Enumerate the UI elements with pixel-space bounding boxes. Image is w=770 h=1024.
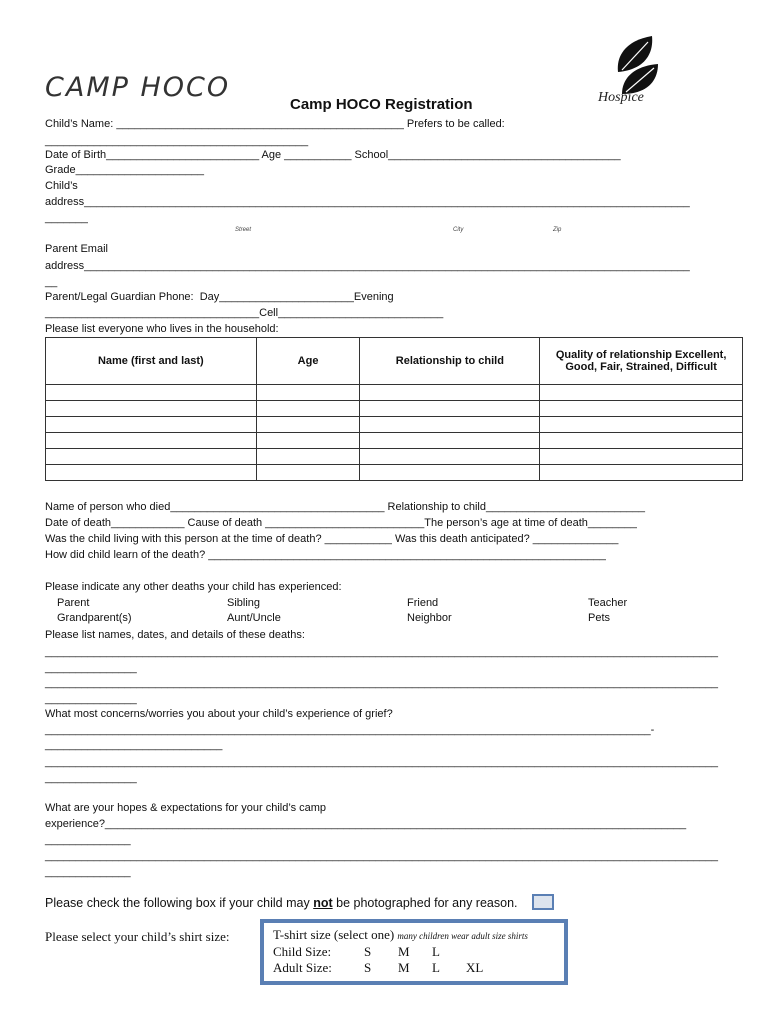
child-size-m[interactable]: M bbox=[398, 944, 410, 959]
guardian-phone-line[interactable]: Parent/Legal Guardian Phone: Day______________________Evening bbox=[45, 291, 394, 303]
how-learned-line[interactable]: How did child learn of the death? _________________________________________________________________ bbox=[45, 549, 606, 561]
table-row bbox=[46, 449, 743, 465]
concerns-answer-line[interactable]: _______________ bbox=[45, 772, 137, 784]
option-sibling[interactable]: Sibling bbox=[227, 597, 261, 609]
household-prompt: Please list everyone who lives in the household: bbox=[45, 323, 279, 335]
parent-email-line-cont[interactable]: __ bbox=[45, 276, 58, 288]
table-row bbox=[46, 385, 743, 401]
childs-address-line-cont[interactable]: _______ bbox=[45, 212, 88, 224]
household-table bbox=[45, 337, 743, 481]
childs-name-line-cont[interactable]: ___________________________________________ bbox=[45, 135, 309, 147]
concerns-answer-line[interactable]: ______________________________________________________________________________________________________________ bbox=[45, 756, 718, 768]
shirt-box-title: T-shirt size (select one) many children wear adult size shirts bbox=[273, 927, 528, 942]
adult-size-m[interactable]: M bbox=[398, 960, 410, 975]
adult-size-l[interactable]: L bbox=[432, 960, 440, 975]
parent-email-label: Parent Email bbox=[45, 243, 108, 255]
table-row bbox=[46, 465, 743, 481]
option-parent[interactable]: Parent bbox=[57, 597, 90, 609]
hopes-prompt: What are your hopes & expectations for your child’s camp bbox=[45, 802, 327, 814]
deaths-answer-line[interactable]: ______________________________________________________________________________________________________________ bbox=[45, 677, 718, 689]
col-quality: Quality of relationship Excellent, Good, Fair, Strained, Difficult bbox=[540, 338, 743, 385]
option-neighbor[interactable]: Neighbor bbox=[407, 612, 452, 624]
table-row bbox=[46, 401, 743, 417]
child-size-s[interactable]: S bbox=[364, 944, 372, 959]
table-row bbox=[46, 417, 743, 433]
adult-size-xl[interactable]: XL bbox=[466, 960, 484, 975]
living-anticipated-line[interactable]: Was the child living with this person at the time of death? ___________ Was this death anticipated? ______________ bbox=[45, 533, 619, 545]
guardian-cell-line[interactable]: ___________________________________Cell___________________________ bbox=[45, 307, 444, 319]
list-deaths-prompt: Please list names, dates, and details of these deaths: bbox=[45, 629, 305, 641]
childs-name-line[interactable]: Child’s Name: _______________________________________________ Prefers to be called: bbox=[45, 118, 505, 130]
concerns-answer-line[interactable]: ___________________________________________________________________________________________________- bbox=[45, 724, 655, 736]
city-caption: City bbox=[453, 227, 464, 233]
col-relationship: Relationship to child bbox=[360, 338, 540, 385]
deaths-answer-line[interactable]: _______________ bbox=[45, 662, 137, 674]
hopes-answer-line[interactable]: experience?_______________________________________________________________________________________________ bbox=[45, 818, 687, 830]
dob-age-school-line[interactable]: Date of Birth_________________________ Age ___________ School______________________________________ bbox=[45, 149, 621, 161]
shirt-size-box bbox=[260, 919, 568, 985]
option-friend[interactable]: Friend bbox=[407, 597, 439, 609]
table-row bbox=[46, 433, 743, 449]
adult-size-s[interactable]: S bbox=[364, 960, 372, 975]
option-aunt-uncle[interactable]: Aunt/Uncle bbox=[227, 612, 281, 624]
child-size-row: Child Size: S M L bbox=[273, 944, 440, 959]
option-grandparents[interactable]: Grandparent(s) bbox=[57, 612, 132, 624]
deceased-name-line[interactable]: Name of person who died___________________________________ Relationship to child__________________________ bbox=[45, 501, 646, 513]
grade-line[interactable]: Grade_____________________ bbox=[45, 164, 205, 176]
concerns-prompt: What most concerns/worries you about your child’s experience of grief? bbox=[45, 708, 393, 720]
childs-address-label: Child’s bbox=[45, 180, 78, 192]
shirt-size-prompt: Please select your child’s shirt size: bbox=[45, 929, 230, 944]
hopes-answer-line[interactable]: ______________ bbox=[45, 866, 131, 878]
street-caption: Street bbox=[235, 227, 252, 233]
camp-hoco-logo: CAMP HOCO bbox=[45, 72, 231, 103]
no-photo-checkbox[interactable] bbox=[532, 894, 554, 910]
childs-address-line[interactable]: address___________________________________________________________________________________________________ bbox=[45, 196, 690, 208]
date-cause-line[interactable]: Date of death____________ Cause of death __________________________The person’s age at time of death________ bbox=[45, 517, 637, 529]
hopes-answer-line[interactable]: ______________ bbox=[45, 834, 131, 846]
concerns-answer-line[interactable]: _____________________________ bbox=[45, 739, 223, 751]
parent-email-line[interactable]: address___________________________________________________________________________________________________ bbox=[45, 260, 690, 272]
photo-permission-text: Please check the following box if your child may not be photographed for any reason. bbox=[45, 896, 518, 910]
deaths-answer-line[interactable]: _______________ bbox=[45, 693, 137, 705]
not-emphasis: not bbox=[313, 896, 333, 910]
hopes-answer-line[interactable]: ______________________________________________________________________________________________________________ bbox=[45, 850, 718, 862]
other-deaths-prompt: Please indicate any other deaths your child has experienced: bbox=[45, 581, 342, 593]
hospice-logo-text: Hospice bbox=[598, 90, 644, 105]
zip-caption: Zip bbox=[553, 227, 562, 233]
page-title: Camp HOCO Registration bbox=[290, 96, 473, 113]
option-pets[interactable]: Pets bbox=[588, 612, 611, 624]
child-size-l[interactable]: L bbox=[432, 944, 440, 959]
option-teacher[interactable]: Teacher bbox=[588, 597, 628, 609]
col-age: Age bbox=[256, 338, 360, 385]
deaths-answer-line[interactable]: ______________________________________________________________________________________________________________ bbox=[45, 646, 718, 658]
col-name: Name (first and last) bbox=[46, 338, 257, 385]
adult-size-row: Adult Size: S M L XL bbox=[273, 960, 484, 975]
household-table-header bbox=[46, 338, 743, 385]
